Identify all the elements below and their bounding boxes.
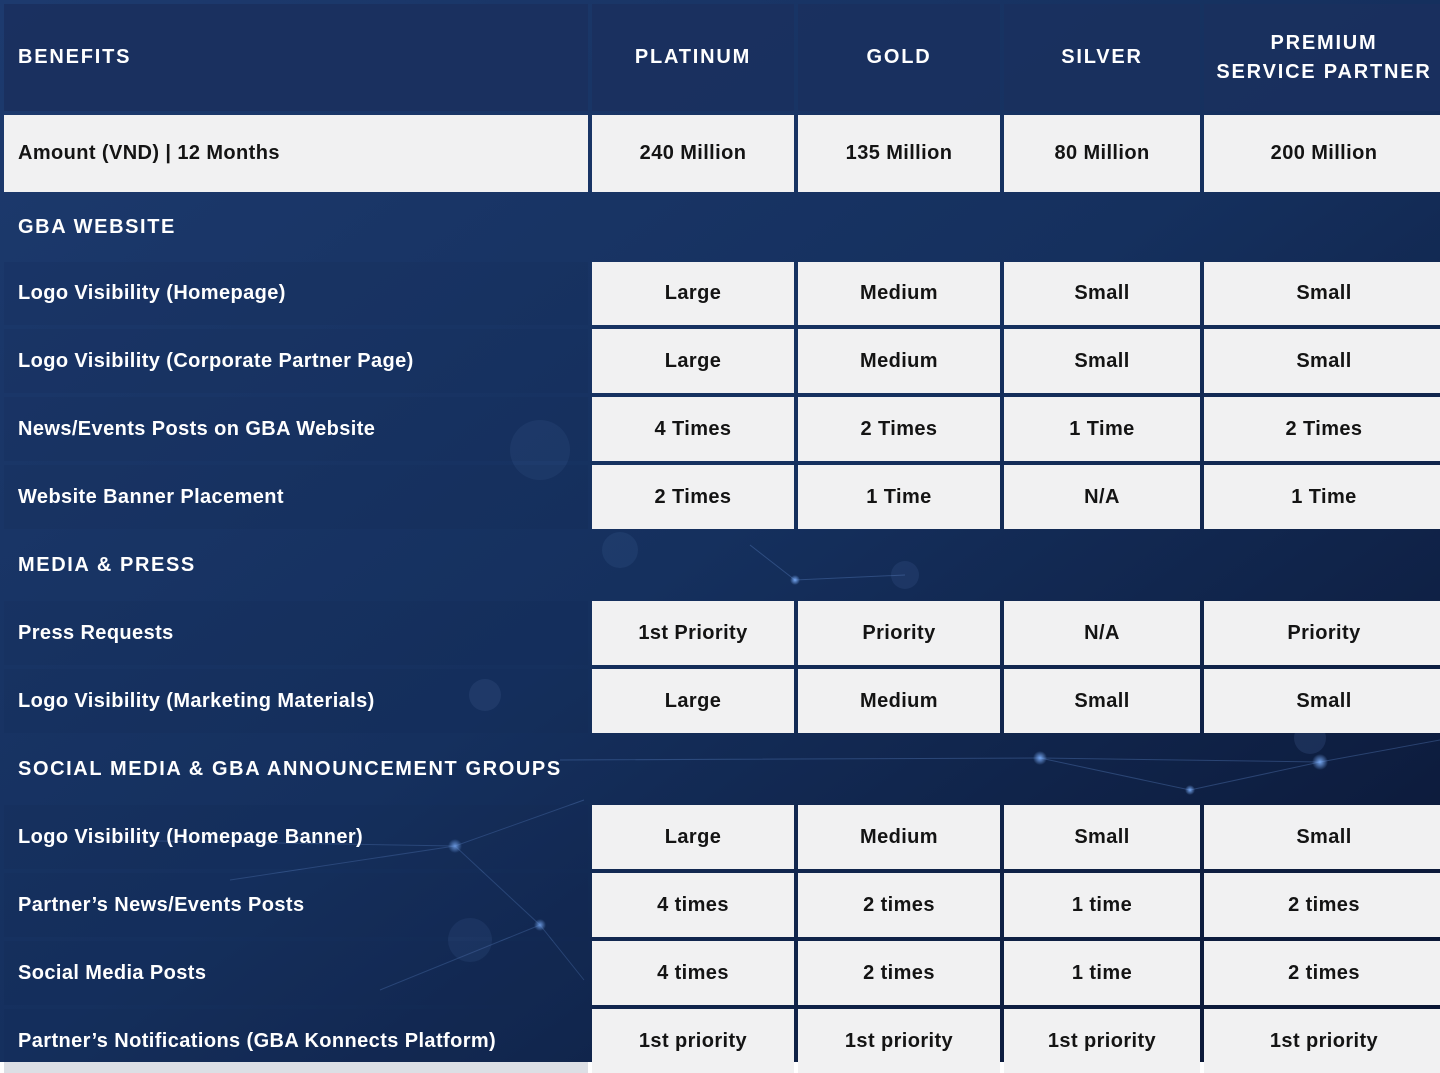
section-gba-website: GBA WEBSITE [18, 215, 176, 238]
amount-platinum: 240 Million [592, 115, 794, 192]
cell-gold: 2 times [798, 873, 1000, 937]
section-social-media: SOCIAL MEDIA & GBA ANNOUNCEMENT GROUPS [18, 757, 562, 780]
row-label: Logo Visibility (Homepage) [4, 262, 588, 325]
cell-gold: Medium [798, 329, 1000, 393]
cell-platinum: 1st priority [592, 1009, 794, 1073]
cell-premium: Small [1204, 669, 1440, 733]
section-media-press: MEDIA & PRESS [18, 553, 196, 576]
amount-premium: 200 Million [1204, 115, 1440, 192]
row-label: Partner’s Notifications (GBA Konnects Platform) [4, 1009, 588, 1073]
cell-silver: Small [1004, 262, 1200, 325]
cell-gold: 2 Times [798, 397, 1000, 461]
cell-silver: 1 time [1004, 941, 1200, 1005]
cell-gold: 1st priority [798, 1009, 1000, 1073]
amount-label: Amount (VND) | 12 Months [4, 115, 588, 192]
header-premium-line1: PREMIUM [1270, 31, 1378, 54]
header-premium-line2: SERVICE PARTNER [1216, 60, 1432, 83]
row-label: Partner’s News/Events Posts [4, 873, 588, 937]
header-gold: GOLD [798, 4, 1000, 111]
cell-premium: 2 times [1204, 873, 1440, 937]
cell-gold: Medium [798, 805, 1000, 869]
row-label: Logo Visibility (Homepage Banner) [4, 805, 588, 869]
header-platinum: PLATINUM [592, 4, 794, 111]
cell-platinum: Large [592, 805, 794, 869]
cell-platinum: 4 Times [592, 397, 794, 461]
row-label: Logo Visibility (Marketing Materials) [4, 669, 588, 733]
cell-platinum: 4 times [592, 873, 794, 937]
cell-gold: 2 times [798, 941, 1000, 1005]
header-benefits: BENEFITS [4, 4, 588, 111]
cell-platinum: Large [592, 329, 794, 393]
cell-premium: 1 Time [1204, 465, 1440, 529]
cell-premium: 2 Times [1204, 397, 1440, 461]
row-label: Social Media Posts [4, 941, 588, 1005]
cell-platinum: Large [592, 669, 794, 733]
cell-silver: N/A [1004, 601, 1200, 665]
cell-silver: 1st priority [1004, 1009, 1200, 1073]
cell-silver: Small [1004, 669, 1200, 733]
cell-silver: Small [1004, 805, 1200, 869]
cell-platinum: 4 times [592, 941, 794, 1005]
cell-premium: 2 times [1204, 941, 1440, 1005]
amount-gold: 135 Million [798, 115, 1000, 192]
amount-silver: 80 Million [1004, 115, 1200, 192]
cell-platinum: 1st Priority [592, 601, 794, 665]
cell-platinum: 2 Times [592, 465, 794, 529]
header-premium-service-partner [1204, 4, 1440, 111]
cell-premium: Small [1204, 262, 1440, 325]
cell-silver: 1 Time [1004, 397, 1200, 461]
row-label: Logo Visibility (Corporate Partner Page) [4, 329, 588, 393]
cell-premium: Small [1204, 329, 1440, 393]
cell-silver: Small [1004, 329, 1200, 393]
row-label: News/Events Posts on GBA Website [4, 397, 588, 461]
cell-gold: Priority [798, 601, 1000, 665]
cell-silver: N/A [1004, 465, 1200, 529]
cell-premium: Priority [1204, 601, 1440, 665]
cell-premium: Small [1204, 805, 1440, 869]
cell-platinum: Large [592, 262, 794, 325]
cell-gold: Medium [798, 669, 1000, 733]
header-silver: SILVER [1004, 4, 1200, 111]
cell-gold: 1 Time [798, 465, 1000, 529]
cell-gold: Medium [798, 262, 1000, 325]
cell-silver: 1 time [1004, 873, 1200, 937]
row-label: Website Banner Placement [4, 465, 588, 529]
cell-premium: 1st priority [1204, 1009, 1440, 1073]
row-label: Press Requests [4, 601, 588, 665]
